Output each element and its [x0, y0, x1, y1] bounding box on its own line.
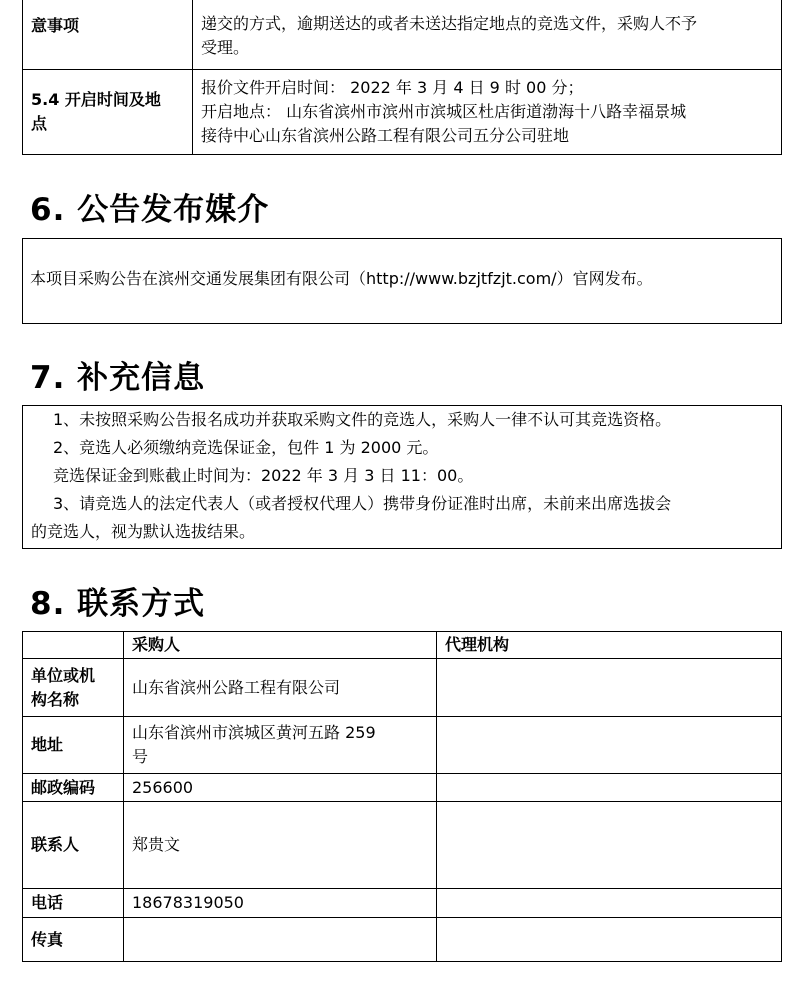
table-row — [23, 0, 782, 70]
fax-agency-value — [437, 918, 782, 962]
unit-agency-value — [437, 659, 782, 717]
header-purchaser: 采购人 — [124, 632, 437, 659]
row-value-opening — [193, 70, 782, 155]
table-row — [23, 802, 782, 889]
contact-agency-value — [437, 802, 782, 889]
opening-time-line: 报价文件开启时间： 2022 年 3 月 4 日 9 时 00 分； — [201, 78, 584, 97]
media-box — [22, 238, 782, 324]
address-line: 山东省滨州市滨城区黄河五路 259 — [132, 723, 376, 742]
contact-value: 郑贵文 — [124, 802, 437, 889]
header-agency: 代理机构 — [437, 632, 782, 659]
info-line: 2、竞选人必须缴纳竞选保证金，包件 1 为 2000 元。 — [53, 438, 439, 457]
phone-agency-value — [437, 889, 782, 918]
table-row — [23, 774, 782, 802]
table-row — [23, 717, 782, 774]
table-row — [23, 918, 782, 962]
section-6-heading: 6. 公告发布媒介 — [30, 192, 270, 228]
header-empty-cell — [23, 632, 124, 659]
unit-label — [23, 659, 124, 717]
table-row — [23, 70, 782, 155]
postcode-value: 256600 — [124, 774, 437, 802]
opening-label-line: 5.4 开启时间及地 — [31, 90, 161, 109]
postcode-agency-value — [437, 774, 782, 802]
address-line: 号 — [132, 747, 149, 766]
unit-value: 山东省滨州公路工程有限公司 — [124, 659, 437, 717]
notes-line: 递交的方式，逾期送达的或者未送达指定地点的竞选文件，采购人不予 — [201, 14, 698, 33]
address-label: 地址 — [23, 717, 124, 774]
postcode-label: 邮政编码 — [23, 774, 124, 802]
info-line: 1、未按照采购公告报名成功并获取采购文件的竞选人，采购人一律不认可其竞选资格。 — [53, 410, 672, 429]
info-line: 的竞选人，视为默认选拔结果。 — [31, 522, 256, 541]
phone-value: 18678319050 — [124, 889, 437, 918]
info-line: 竞选保证金到账截止时间为：2022 年 3 月 3 日 11：00。 — [53, 466, 474, 485]
address-value — [124, 717, 437, 774]
media-text: 本项目采购公告在滨州交通发展集团有限公司（http://www.bzjtfzjt.com/）官网发布。 — [30, 269, 653, 288]
row-label-notes: 意事项 — [23, 0, 193, 70]
contact-label: 联系人 — [23, 802, 124, 889]
opening-place-line: 接待中心山东省滨州公路工程有限公司五分公司驻地 — [201, 126, 570, 145]
opening-place-line: 开启地点： 山东省滨州市滨州市滨城区杜店街道渤海十八路幸福景城 — [201, 102, 687, 121]
supplementary-box — [22, 405, 782, 549]
info-line: 3、请竞选人的法定代表人（或者授权代理人）携带身份证准时出席，未前来出席选拔会 — [53, 494, 672, 513]
fax-value — [124, 918, 437, 962]
procurement-details-table — [22, 0, 782, 155]
fax-label: 传真 — [23, 918, 124, 962]
address-agency-value — [437, 717, 782, 774]
table-row — [23, 659, 782, 717]
contact-table — [22, 631, 782, 962]
opening-label-line: 点 — [31, 114, 48, 133]
row-label-opening — [23, 70, 193, 155]
notes-line: 受理。 — [201, 38, 250, 57]
row-value-notes — [193, 0, 782, 70]
section-7-heading: 7. 补充信息 — [30, 360, 206, 396]
table-row — [23, 889, 782, 918]
unit-label-line: 构名称 — [31, 689, 80, 709]
phone-label: 电话 — [23, 889, 124, 918]
table-row — [23, 632, 782, 659]
section-8-heading: 8. 联系方式 — [30, 586, 206, 622]
unit-label-line: 单位或机 — [31, 665, 96, 685]
